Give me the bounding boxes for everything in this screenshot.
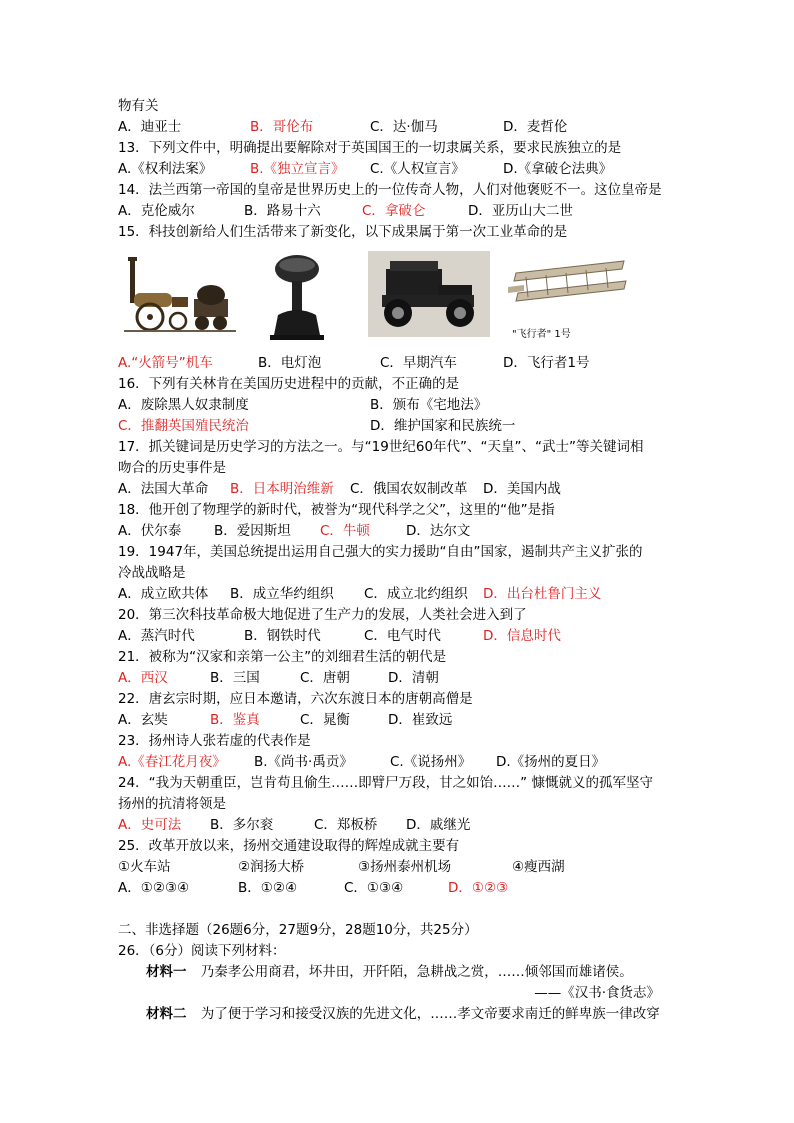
option-b: B．多尔衮 [210, 817, 274, 833]
question-15: 15．科技创新给人们生活带来了新变化，以下成果属于第一次工业革命的是 [118, 224, 568, 240]
material-2-text: 为了便于学习和接受汉族的先进文化，……孝文帝要求南迁的鲜卑族一律改穿 [200, 1006, 660, 1022]
option-a: A.《权利法案》 [118, 161, 213, 177]
question-25: 25．改革开放以来，扬州交通建设取得的辉煌成就主要有 [118, 838, 460, 854]
option-d: D．美国内战 [483, 481, 561, 497]
options-q16-ab [118, 395, 688, 416]
options-q16-cd [118, 416, 688, 437]
option-c: C．①③④ [344, 880, 404, 896]
options-q20 [118, 626, 688, 647]
option-b: B．成立华约组织 [230, 586, 334, 602]
option-c-answer: C．牛顿 [320, 523, 370, 539]
option-c: C．晁衡 [300, 712, 350, 728]
option-c: C．早期汽车 [380, 355, 457, 371]
option-a: A．法国大革命 [118, 481, 209, 497]
options-q19 [118, 584, 688, 605]
option-b-answer: B.《独立宣言》 [250, 161, 345, 177]
option-c-answer: C．推翻英国殖民统治 [118, 418, 249, 434]
options-q14 [118, 201, 688, 222]
question-19: 19．1947年，美国总统提出运用自己强大的实力援助“自由”国家，遏制共产主义扩张的 [118, 544, 643, 560]
option-d: D．戚继光 [406, 817, 471, 833]
q15-images [118, 251, 688, 347]
option-c-answer: C．拿破仑 [362, 203, 426, 219]
options-q21 [118, 668, 688, 689]
option-c: C.《说扬州》 [390, 754, 472, 770]
options-q18 [118, 521, 688, 542]
section-2-heading: 二、非选择题（26题6分，27题9分，28题10分，共25分） [118, 922, 478, 938]
q25-items [118, 857, 688, 878]
option-a-answer: A．史可法 [118, 817, 182, 833]
option-a-answer: A．西汉 [118, 670, 168, 686]
option-a-answer: A.“火箭号”机车 [118, 355, 213, 371]
question-17-cont: 吻合的历史事件是 [118, 460, 226, 476]
material-1 [118, 962, 688, 983]
option-d: D．麦哲伦 [503, 119, 568, 135]
item-4: ④瘦西湖 [512, 859, 565, 875]
option-d-answer: D．出台杜鲁门主义 [483, 586, 602, 602]
question-17: 17．抓关键词是历史学习的方法之一。与“19世纪60年代”、“天皇”、“武士”等关键词相 [118, 439, 644, 455]
material-2-label: 材料二 [146, 1006, 187, 1022]
spacer [118, 899, 688, 920]
flyer-caption: "飞行者" 1号 [512, 329, 571, 340]
option-b: B．①②④ [238, 880, 298, 896]
option-a: A．蒸汽时代 [118, 628, 195, 644]
option-a: A．伏尔泰 [118, 523, 182, 539]
rocket-locomotive-image [124, 251, 236, 337]
option-d-answer: D．信息时代 [483, 628, 561, 644]
option-a: A．玄奘 [118, 712, 168, 728]
option-b: B．爱因斯坦 [214, 523, 291, 539]
options-q23 [118, 752, 688, 773]
item-2: ②润扬大桥 [238, 859, 305, 875]
option-c: C．成立北约组织 [364, 586, 468, 602]
option-c: C．唐朝 [300, 670, 350, 686]
option-c: C．俄国农奴制改革 [350, 481, 468, 497]
option-d: D．达尔文 [406, 523, 471, 539]
early-car-image [368, 251, 490, 337]
option-c: C.《人权宣言》 [370, 161, 465, 177]
option-a: A．克伦威尔 [118, 203, 195, 219]
material-1-label: 材料一 [146, 964, 187, 980]
material-1-source: ——《汉书·食货志》 [534, 985, 660, 1001]
question-26: 26．（6分）阅读下列材料： [118, 943, 286, 959]
question-23: 23．扬州诗人张若虚的代表作是 [118, 733, 311, 749]
option-d: D．清朝 [388, 670, 439, 686]
options-q15 [118, 353, 688, 374]
question-19-cont: 冷战战略是 [118, 565, 186, 581]
question-18: 18．他开创了物理学的新时代，被誉为“现代科学之父”，这里的“他”是指 [118, 502, 555, 518]
material-1-text: 乃秦孝公用商君，坏井田，开阡陌，急耕战之赏，……倾邻国而雄诸侯。 [200, 964, 633, 980]
option-d: D．崔致远 [388, 712, 453, 728]
question-16: 16．下列有关林肯在美国历史进程中的贡献，不正确的是 [118, 376, 460, 392]
question-14: 14．法兰西第一帝国的皇帝是世界历史上的一位传奇人物，人们对他褒贬不一。这位皇帝是 [118, 182, 662, 198]
item-3: ③扬州泰州机场 [358, 859, 452, 875]
option-a-answer: A.《春江花月夜》 [118, 754, 226, 770]
question-24-cont: 扬州的抗清将领是 [118, 796, 226, 812]
question-13: 13．下列文件中，明确提出要解除对于英国国王的一切隶属关系，要求民族独立的是 [118, 140, 622, 156]
option-b: B．钢铁时代 [244, 628, 321, 644]
option-c: C．达·伽马 [370, 119, 438, 135]
option-a: A．①②③④ [118, 880, 190, 896]
options-q25 [118, 878, 688, 899]
options-q17 [118, 479, 688, 500]
option-a: A．废除黑人奴隶制度 [118, 397, 249, 413]
option-d: D．飞行者1号 [503, 355, 590, 371]
option-d: D．亚历山大二世 [468, 203, 573, 219]
option-b: B．电灯泡 [258, 355, 322, 371]
option-d: D.《扬州的夏日》 [496, 754, 606, 770]
option-b: B.《尚书·禹贡》 [254, 754, 353, 770]
question-22: 22．唐玄宗时期，应日本邀请，六次东渡日本的唐朝高僧是 [118, 691, 473, 707]
option-b: B．三国 [210, 670, 260, 686]
option-c: C．郑板桥 [314, 817, 378, 833]
options-q22 [118, 710, 688, 731]
question-20: 20．第三次科技革命极大地促进了生产力的发展，人类社会进入到了 [118, 607, 527, 623]
question-21: 21．被称为“汉家和亲第一公主”的刘细君生活的朝代是 [118, 649, 447, 665]
material-2 [118, 1004, 688, 1025]
light-bulb-image [264, 251, 330, 343]
options-q13 [118, 159, 688, 180]
item-1: ①火车站 [118, 859, 171, 875]
options-q12 [118, 117, 688, 138]
option-c: C．电气时代 [364, 628, 441, 644]
option-b: B．颁布《宅地法》 [370, 397, 488, 413]
option-a: A．迪亚士 [118, 119, 182, 135]
option-b-answer: B．哥伦布 [250, 119, 314, 135]
question-line: 物有关 [118, 98, 159, 114]
option-b-answer: B．日本明治维新 [230, 481, 334, 497]
option-b: B．路易十六 [244, 203, 321, 219]
option-b-answer: B．鉴真 [210, 712, 260, 728]
exam-page [118, 96, 688, 1025]
option-d: D．维护国家和民族统一 [370, 418, 516, 434]
option-d-answer: D．①②③ [448, 880, 509, 896]
question-24: 24．“我为天朝重臣，岂肯苟且偷生……即臂尸万段，甘之如饴……” 慷慨就义的孤军坚守 [118, 775, 653, 791]
option-a: A．成立欧共体 [118, 586, 209, 602]
options-q24 [118, 815, 688, 836]
option-d: D.《拿破仑法典》 [503, 161, 613, 177]
